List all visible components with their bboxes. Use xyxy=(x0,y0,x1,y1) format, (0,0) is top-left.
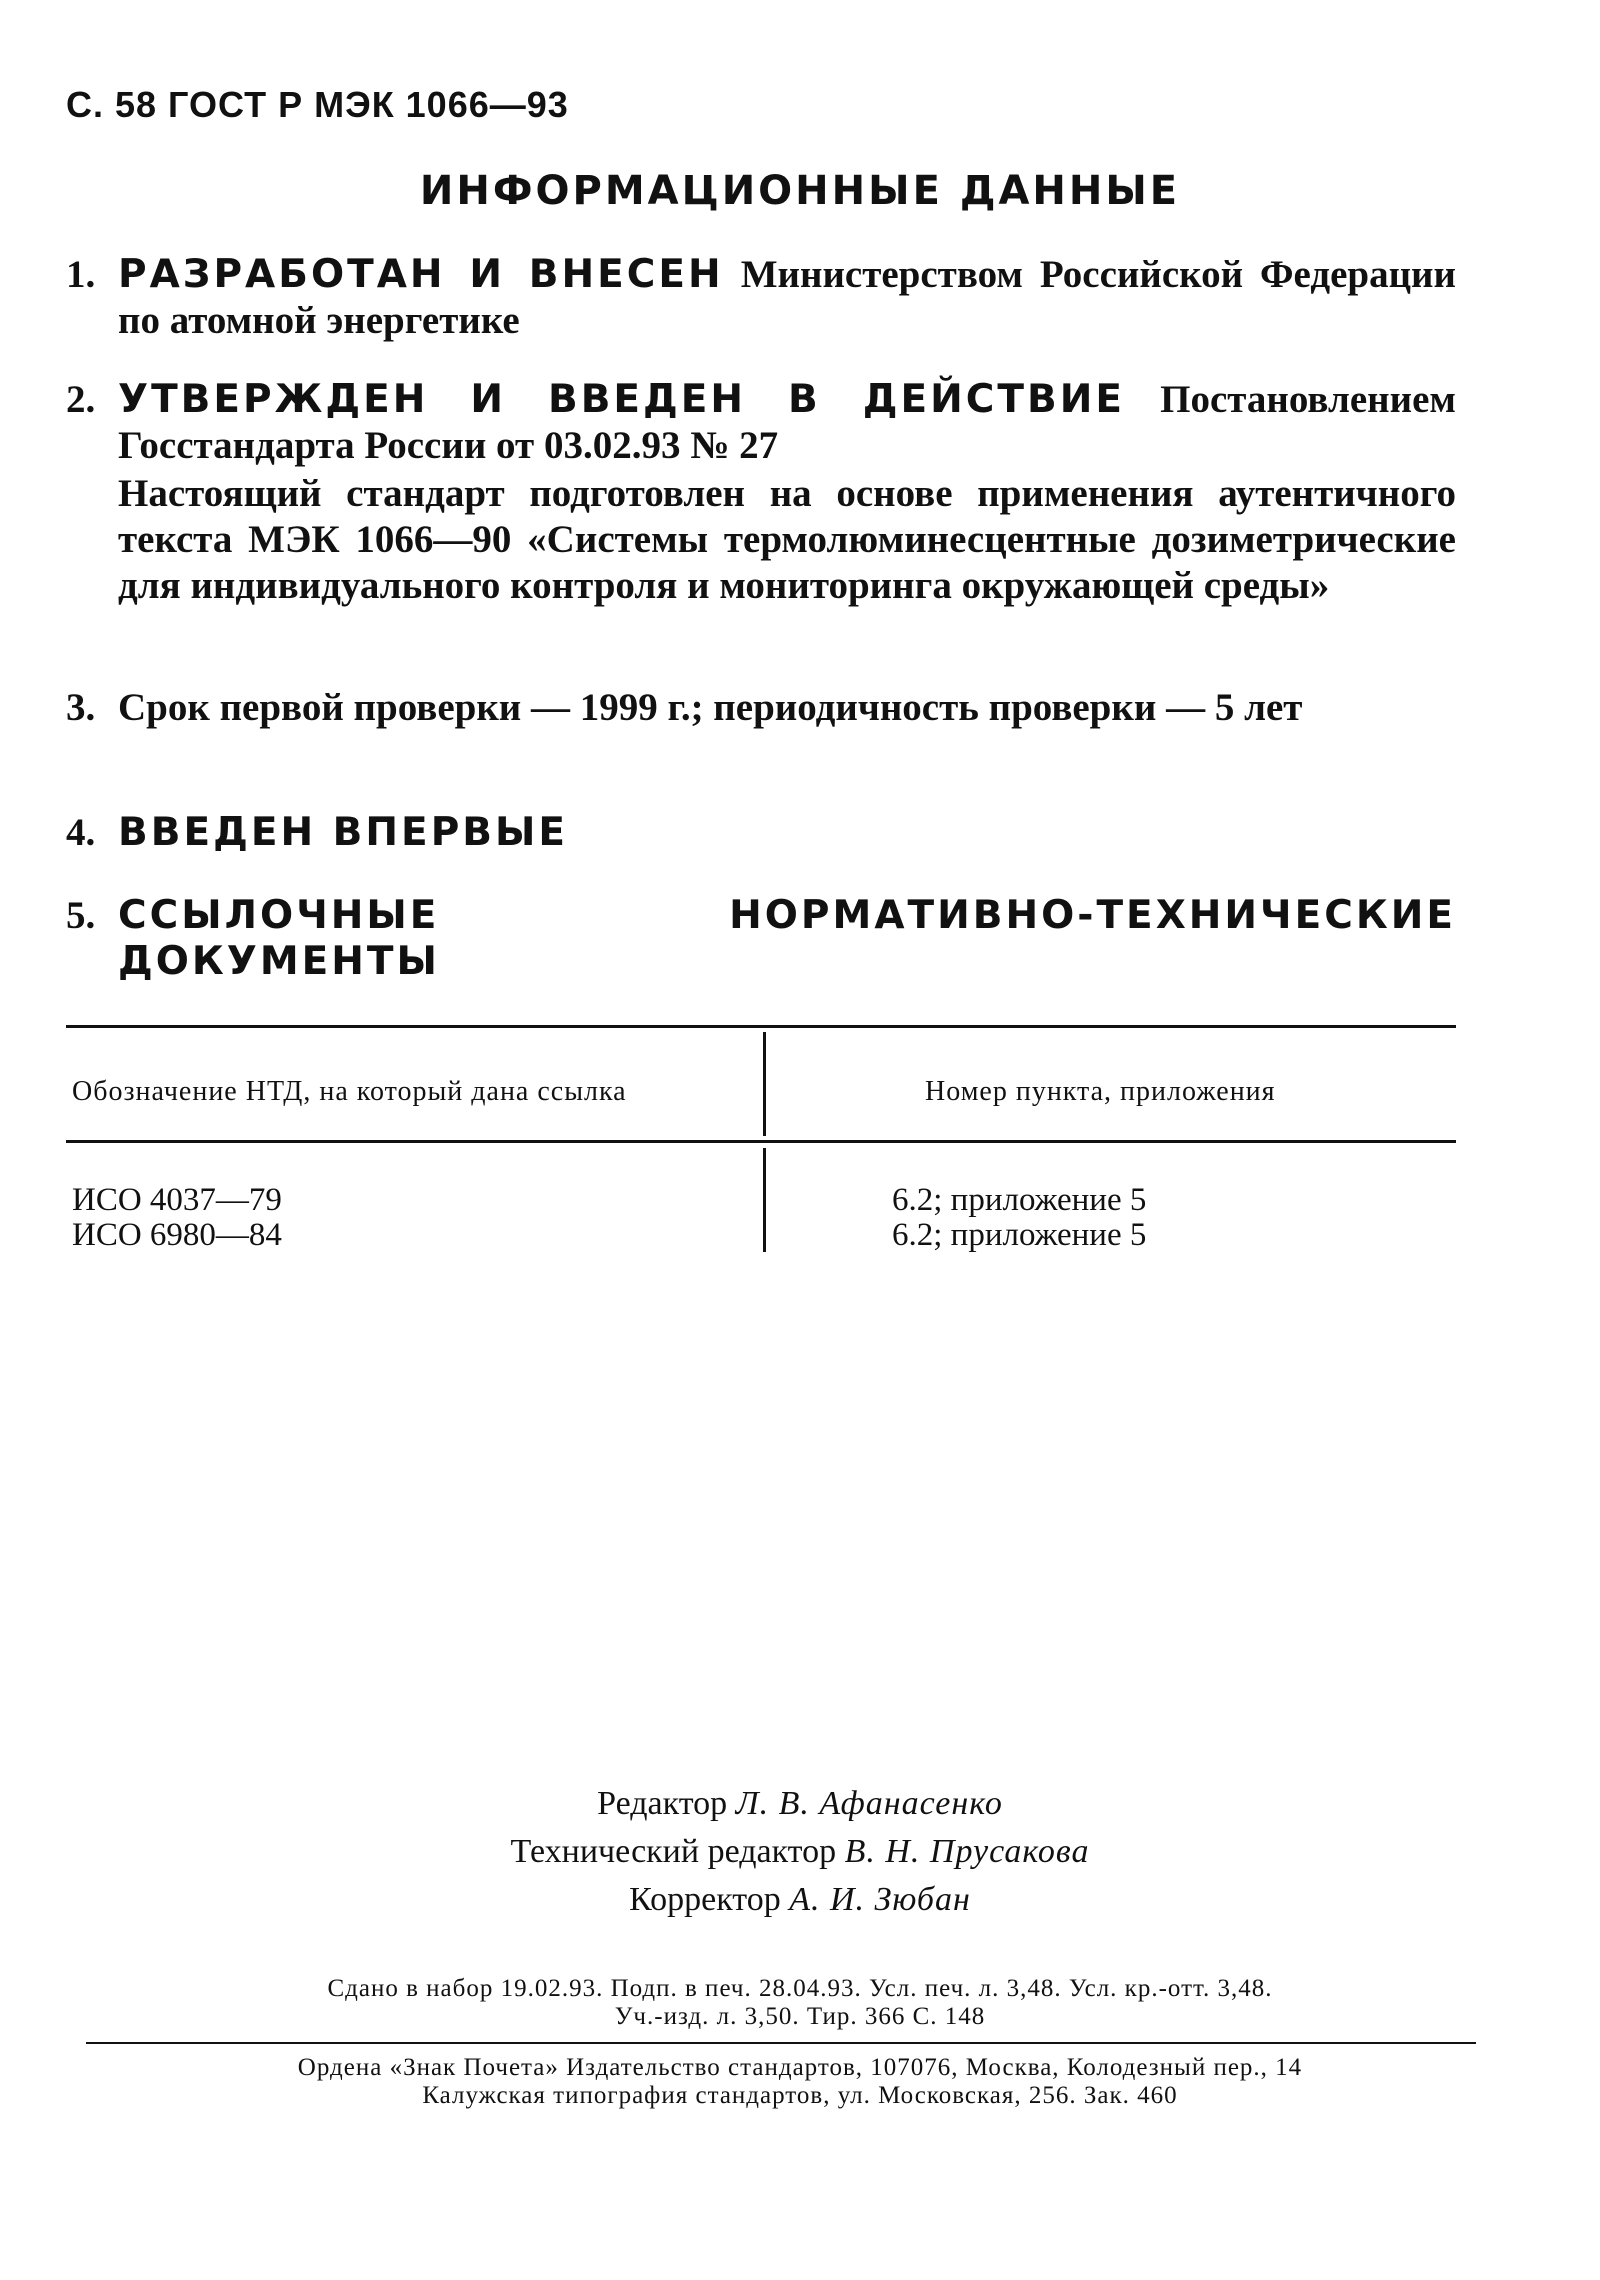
item-heading: РАЗРАБОТАН И ВНЕСЕН xyxy=(118,252,724,297)
info-item-5 xyxy=(66,893,1456,985)
table-cell-clause: 6.2; приложение 5 xyxy=(892,1182,1147,1218)
page-title: ИНФОРМАЦИОННЫЕ ДАННЫЕ xyxy=(419,168,1181,214)
table-header-rule xyxy=(66,1140,1456,1143)
info-item-3 xyxy=(66,685,1456,731)
item-number: 2. xyxy=(66,378,96,421)
info-item-1 xyxy=(66,252,1456,344)
item-text: Срок первой проверки — 1999 г.; периодичность проверки — 5 лет xyxy=(118,686,1303,729)
credit-name: Л. В. Афанасенко xyxy=(735,1785,1003,1822)
credit-label: Редактор xyxy=(597,1785,728,1822)
credit-name: В. Н. Прусакова xyxy=(844,1833,1090,1870)
table-cell-ntd: ИСО 6980—84 xyxy=(72,1217,282,1253)
table-body-divider xyxy=(763,1148,766,1252)
publisher-line-2: Калужская типография стандартов, ул. Московская, 256. Зак. 460 xyxy=(422,2082,1178,2109)
item-heading: УТВЕРЖДЕН И ВВЕДЕН В ДЕЙСТВИЕ xyxy=(118,377,1125,422)
info-item-2 xyxy=(66,377,1456,609)
credit-proofreader xyxy=(0,1876,1600,1924)
item-heading: ВВЕДЕН ВПЕРВЫЕ xyxy=(118,810,569,855)
item-heading: ССЫЛОЧНЫЕ НОРМАТИВНО-ТЕХНИЧЕСКИЕ ДОКУМЕНТЫ xyxy=(118,893,1456,984)
credit-name: А. И. Зюбан xyxy=(789,1881,971,1918)
info-item-4 xyxy=(66,810,1456,856)
item-text: Постановлением Госстандарта России от 03.02.93 № 27 xyxy=(118,378,1456,467)
credit-tech-editor xyxy=(0,1828,1600,1876)
print-info-line-1: Сдано в набор 19.02.93. Подп. в печ. 28.04.93. Усл. печ. л. 3,48. Усл. кр.-отт. 3,48. xyxy=(327,1975,1273,2002)
item-text: Министерством Российской Федерации по атомной энергетике xyxy=(118,253,1456,342)
table-header-divider xyxy=(763,1032,766,1136)
credit-editor xyxy=(0,1780,1600,1828)
publisher-line-1: Ордена «Знак Почета» Издательство стандартов, 107076, Москва, Колодезный пер., 14 xyxy=(297,2054,1303,2081)
print-info-line-2: Уч.-изд. л. 3,50. Тир. 366 С. 148 xyxy=(614,2003,986,2030)
credit-label: Технический редактор xyxy=(510,1833,837,1870)
item-number: 4. xyxy=(66,811,96,854)
item-number: 5. xyxy=(66,894,96,937)
table-cell-ntd: ИСО 4037—79 xyxy=(72,1182,282,1218)
page-header: С. 58 ГОСТ Р МЭК 1066—93 xyxy=(66,84,569,125)
table-header-ntd: Обозначение НТД, на который дана ссылка xyxy=(72,1076,627,1107)
table-top-rule xyxy=(66,1025,1456,1028)
credits xyxy=(0,1780,1600,1924)
table-cell-clause: 6.2; приложение 5 xyxy=(892,1217,1147,1253)
credit-label: Корректор xyxy=(629,1881,781,1918)
item-number: 3. xyxy=(66,686,96,729)
table-header-clause: Номер пункта, приложения xyxy=(925,1076,1276,1107)
item-number: 1. xyxy=(66,253,96,296)
footer-rule xyxy=(86,2042,1476,2044)
item-note: Настоящий стандарт подготовлен на основе применения аутентичного текста МЭК 1066—90 «Системы термолюминесцентные дозиметрические для индивидуального контроля и мониторинга окружающей среды» xyxy=(118,472,1456,607)
